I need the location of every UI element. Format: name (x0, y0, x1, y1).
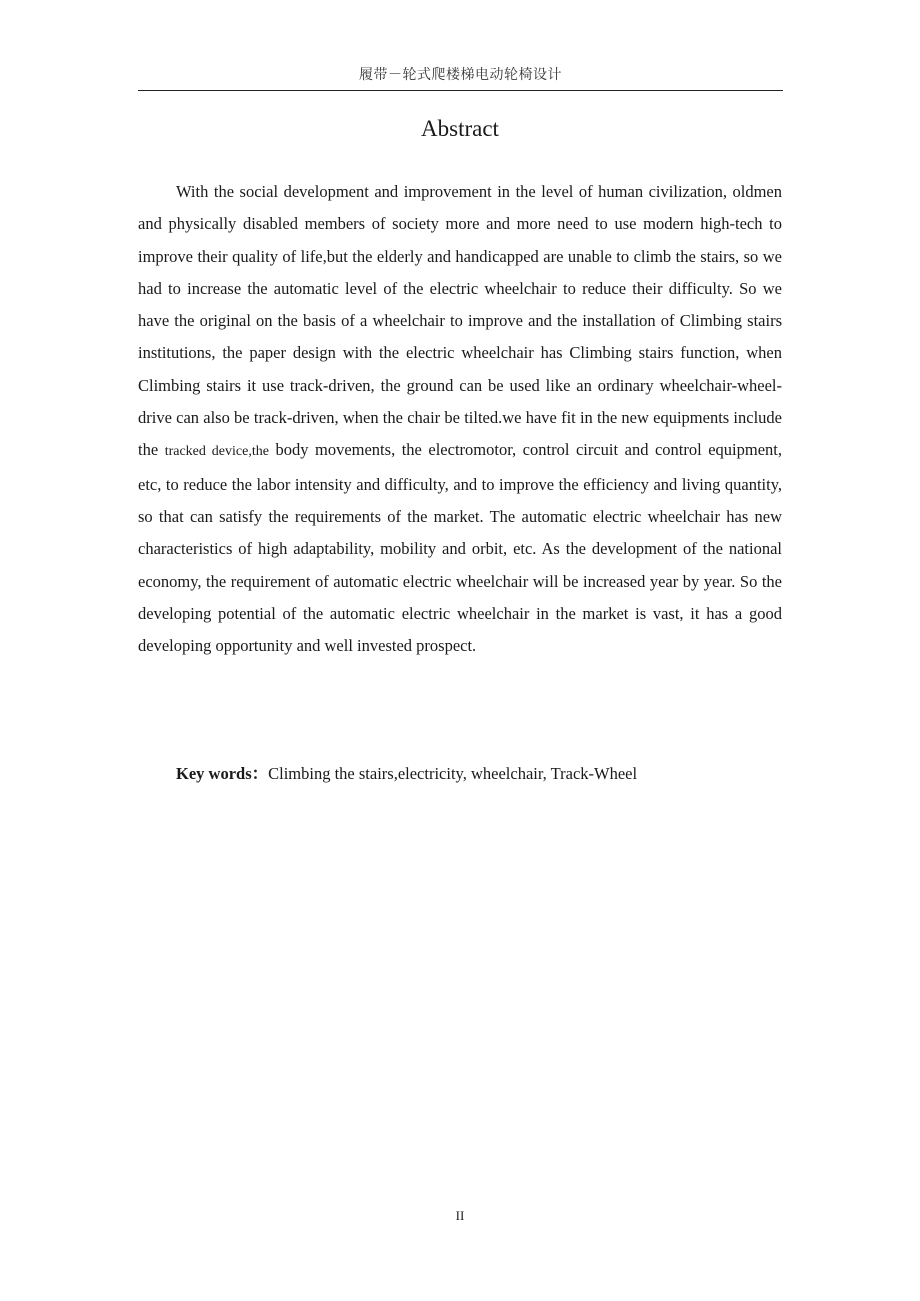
keywords-line (176, 758, 637, 790)
abstract-body-part2: tracked device,the (164, 444, 269, 460)
keywords-label: Key words： (176, 764, 269, 783)
abstract-title: Abstract (421, 116, 499, 141)
abstract-body-part3: body movements, the electromotor, control circuit and control equipment, etc, to reduce the labor intensity and difficulty, and to improve the efficiency and living quantity, so that can satisfy the requirements of the market. The automatic electric wheelchair has new characteristics of high adaptability, mobility and orbit, etc. As the development of the national economy, the requirement of automatic electric wheelchair will be increased year by year. So the developing potential of the automatic electric wheelchair in the market is vast, it has a good developing opportunity and well invested prospect. (138, 440, 783, 656)
page-number: II (455, 1208, 465, 1223)
page-header (138, 64, 783, 91)
header-title: 履带－轮式爬楼梯电动轮椅设计 (359, 67, 562, 83)
abstract-body (138, 176, 782, 662)
keywords-value: Climbing the stairs,electricity, wheelchair, Track-Wheel (268, 764, 638, 783)
abstract-body-part1: With the social development and improvement in the level of human civilization, oldmen and physically disabled members of society more and more need to use modern high-tech to improve their quality of life,but the elderly and handicapped are unable to climb the stairs, so we had to increase the automatic level of the electric wheelchair to reduce their difficulty. So we have the original on the basis of a wheelchair to improve and the installation of Climbing stairs institutions, the paper design with the electric wheelchair has Climbing stairs function, when Climbing stairs it use track-driven, the ground can be used like an ordinary wheelchair-wheel-drive can also be track-driven, when the chair be tilted.we have fit in the new equipments include the (138, 182, 782, 460)
